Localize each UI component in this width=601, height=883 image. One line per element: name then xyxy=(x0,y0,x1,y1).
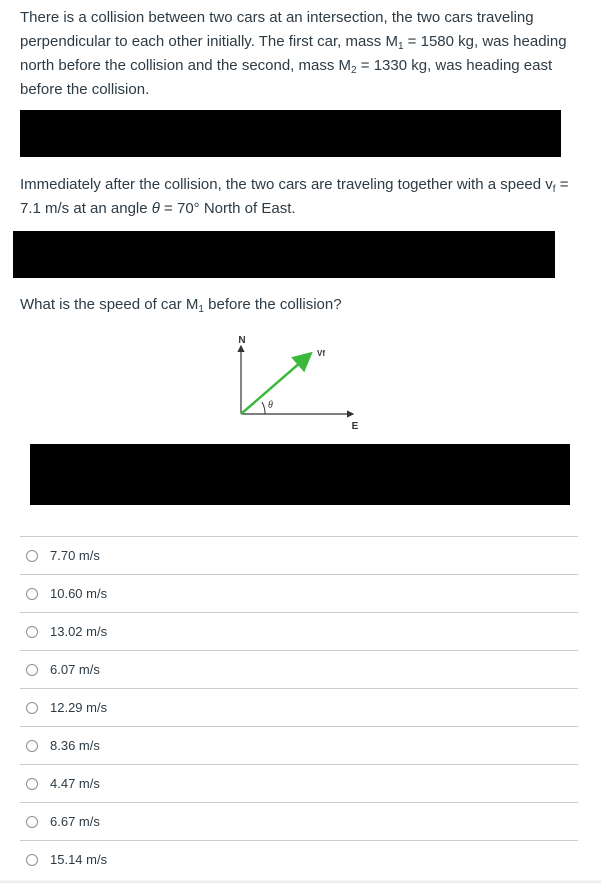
radio-button[interactable] xyxy=(26,550,38,562)
radio-button[interactable] xyxy=(26,816,38,828)
redacted-block-3 xyxy=(30,444,570,505)
intro-text-3: = 1330 kg, was heading east before the collision. xyxy=(20,57,553,98)
radio-button[interactable] xyxy=(26,626,38,638)
theta-label: θ xyxy=(268,400,273,411)
question-intro xyxy=(20,6,580,102)
answer-choice[interactable] xyxy=(20,802,578,840)
question-prompt xyxy=(20,293,580,317)
answer-choice[interactable] xyxy=(20,536,578,574)
answer-choice[interactable] xyxy=(20,612,578,650)
intro-text-1: There is a collision between two cars at an intersection, the two cars traveling perpendicular to each other initially. The first car, mass M xyxy=(20,9,534,50)
answer-choice[interactable] xyxy=(20,840,578,878)
redacted-block-1 xyxy=(20,110,561,157)
after-text-1: Immediately after the collision, the two cars are traveling together with a speed v xyxy=(20,176,553,193)
m1-subscript: 1 xyxy=(397,41,404,52)
choice-label: 10.60 m/s xyxy=(50,586,108,601)
choice-label: 6.07 m/s xyxy=(50,662,100,677)
m2-subscript: 2 xyxy=(351,65,357,76)
answer-choice[interactable] xyxy=(20,688,578,726)
north-label: N xyxy=(238,335,246,346)
redacted-block-2 xyxy=(13,231,555,278)
east-label: E xyxy=(351,421,359,432)
choice-label: 4.47 m/s xyxy=(50,776,100,791)
answer-choice[interactable] xyxy=(20,574,578,612)
answer-choice[interactable] xyxy=(20,726,578,764)
m1-prompt-subscript: 1 xyxy=(198,304,204,315)
prompt-text-2: before the collision? xyxy=(203,296,342,313)
after-text-2: = 7.1 m/s at an angle xyxy=(20,176,569,217)
radio-button[interactable] xyxy=(26,740,38,752)
vf-arrow xyxy=(241,355,309,414)
choice-label: 7.70 m/s xyxy=(50,548,100,563)
choice-label: 6.67 m/s xyxy=(50,814,100,829)
question-after-collision xyxy=(20,173,580,221)
choice-label: 8.36 m/s xyxy=(50,738,100,753)
choice-label: 13.02 m/s xyxy=(50,624,108,639)
choice-label: 15.14 m/s xyxy=(50,852,108,867)
vf-label: Vf xyxy=(317,349,325,358)
radio-button[interactable] xyxy=(26,854,38,866)
choice-label: 12.29 m/s xyxy=(50,700,108,715)
radio-button[interactable] xyxy=(26,778,38,790)
theta-arc xyxy=(262,402,265,414)
prompt-text-1: What is the speed of car M xyxy=(20,296,199,313)
answer-choice[interactable] xyxy=(20,764,578,802)
radio-button[interactable] xyxy=(26,702,38,714)
bottom-shadow xyxy=(0,879,601,883)
vector-diagram xyxy=(225,330,375,435)
theta-symbol: θ xyxy=(151,200,160,217)
radio-button[interactable] xyxy=(26,664,38,676)
vf-subscript: f xyxy=(552,184,556,195)
after-text-3: = 70° North of East. xyxy=(159,200,296,217)
answer-choice[interactable] xyxy=(20,650,578,688)
radio-button[interactable] xyxy=(26,588,38,600)
intro-text-2: = 1580 kg, was heading north before the collision and the second, mass M xyxy=(20,33,567,74)
answer-choices xyxy=(20,536,578,878)
